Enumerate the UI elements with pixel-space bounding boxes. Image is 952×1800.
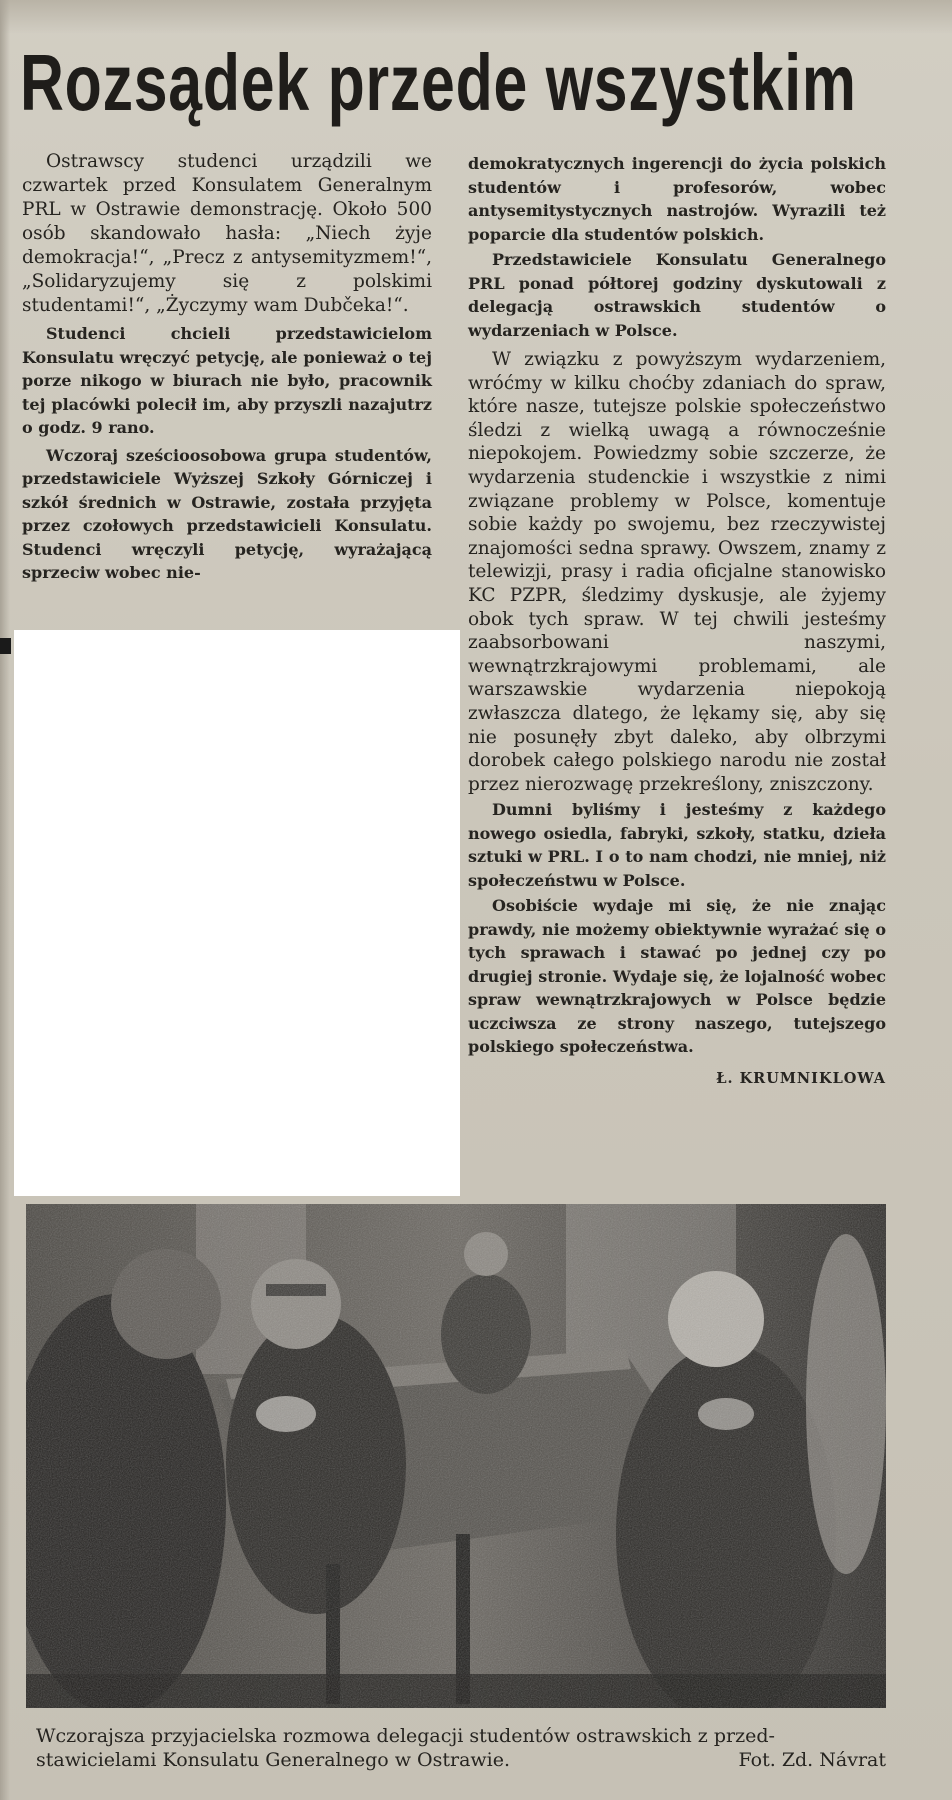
paragraph-delegation-received: Wczoraj sześcioosobowa grupa studentów, przedstawiciele Wyższej Szkoły Górniczej i szkół średnich w Ostrawie, została przyjęta przez czołowych przedstawicieli Konsulatu. Studenci wręczyli petycję, wyrażającą sprzeciw wobec nie-	[22, 445, 432, 582]
author-byline: Ł. KRUMNIKLOWA	[716, 1069, 886, 1087]
paragraph-consulate-discussion: Przedstawiciele Konsulatu Generalnego PRL ponad półtorej godziny dyskutowali z delegacją ostrawskich studentów o wydarzeniach w Polsce.	[468, 250, 886, 340]
paragraph-petition-attempt: Studenci chcieli przedstawicielom Konsulatu wręczyć petycję, ale ponieważ o tej porze nikogo w biurach nie było, pracownik tej placówki polecił im, aby przyszli nazajutrz o godz. 9 rano.	[22, 324, 432, 437]
news-photo	[26, 1204, 886, 1708]
right-text-column	[468, 150, 886, 1090]
photo-scene	[26, 1204, 886, 1708]
caption-line-1: Wczorajsza przyjacielska rozmowa delegacji studentów ostrawskich z przed-	[36, 1725, 775, 1747]
left-text-column	[22, 150, 432, 585]
caption-line-2	[36, 1748, 892, 1772]
paragraph-petition-content: demokratycznych ingerencji do życia polskich studentów i profesorów, wobec antysemitystycznych nastrojów. Wyrazili też poparcie dla studentów polskich.	[468, 154, 886, 244]
paragraph-pride: Dumni byliśmy i jesteśmy z każdego nowego osiedla, fabryki, szkoły, statku, dzieła sztuki w PRL. I o to nam chodzi, nie mniej, niż społeczeństwu w Polsce.	[468, 800, 886, 890]
caption-line-2-text: stawicielami Konsulatu Generalnego w Ostrawie.	[36, 1749, 511, 1771]
column-marker	[0, 638, 11, 654]
article-headline: Rozsądek przede wszystkim	[20, 38, 857, 127]
redacted-area	[14, 630, 460, 1196]
paragraph-commentary: W związku z powyższym wydarzeniem, wróćmy w kilku choćby zdaniach do spraw, które nasze, tutejsze polskie społeczeństwo śledzi z wielką uwagą a równocześnie niepokojem. Powiedzmy sobie szczerze, że wydarzenia studenckie i wszystkie z nimi związane problemy w Polsce, komentuje sobie każdy po swojemu, bez rzeczywistej znajomości sedna sprawy. Owszem, znamy z telewizji, prasy i radia oficjalne stanowisko KC PZPR, śledzimy dyskusje, ale żyjemy obok tych spraw. W tej chwili jesteśmy zaabsorbowani naszymi, wewnątrzkrajowymi problemami, ale warszawskie wydarzenia niepokoją zwłaszcza dlatego, że lękamy się, aby się nie posunęły zbyt daleko, aby olbrzymi dorobek całego polskiego narodu nie został przez nierozwagę przekreślony, zniszczony.	[468, 349, 886, 795]
page-edge-shadow	[0, 0, 10, 1800]
paragraph-personal-opinion: Osobiście wydaje mi się, że nie znając prawdy, nie możemy obiektywnie wyrażać się o tych sprawach i stawać po jednej czy po drugiej stronie. Wydaje się, że lojalność wobec spraw wewnątrzkrajowych w Polsce będzie uczciwsza ze strony naszego, tutejszego polskiego społeczeństwa.	[468, 896, 886, 1057]
photo-credit: Fot. Zd. Návrat	[738, 1749, 886, 1771]
paragraph-demonstration: Ostrawscy studenci urządzili we czwartek przed Konsulatem Generalnym PRL w Ostrawie demonstrację. Około 500 osób skandowało hasła: „Niech żyje demokracja!“, „Precz z antysemityzmem!“, „Solidaryzujemy się z polskimi studentami!“, „Życzymy wam Dubčeka!“.	[22, 151, 432, 316]
photo-caption	[36, 1724, 892, 1772]
